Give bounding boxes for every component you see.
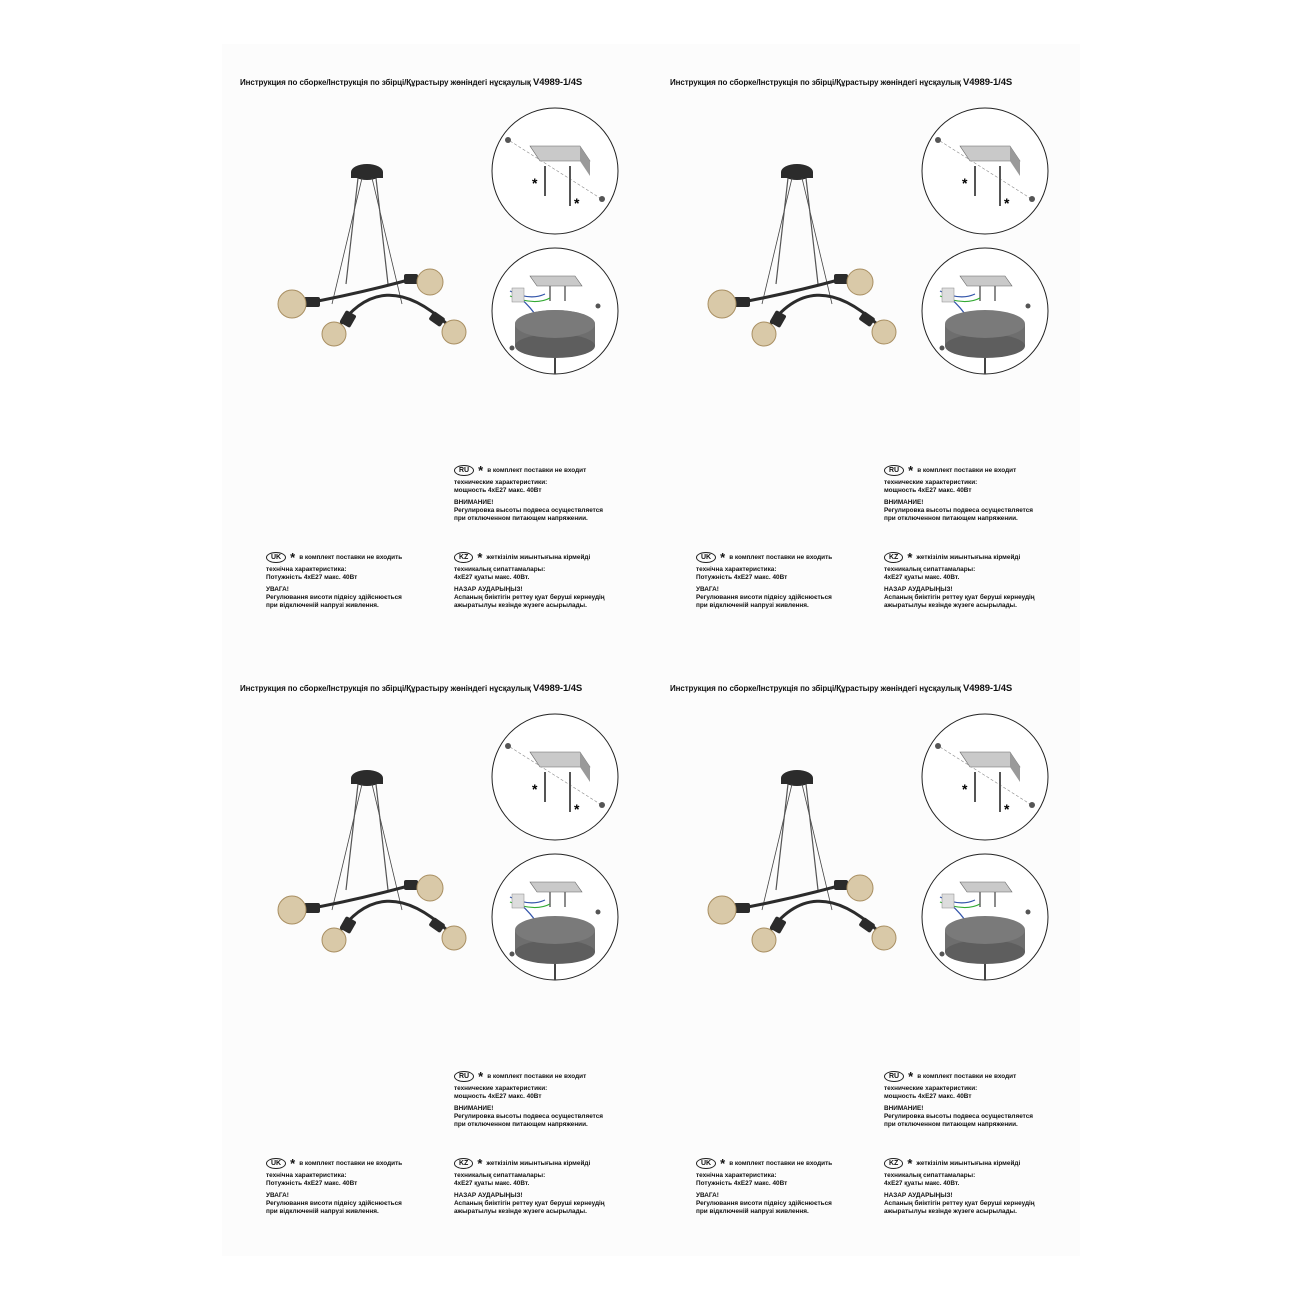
- warning-line-1: Регулювання висоти підвісу здійснюється: [696, 594, 832, 601]
- kz-section: [454, 1158, 644, 1216]
- kz-section: [884, 552, 1074, 610]
- warning-line-1: Аспаның биіктігін реттеу қуат беруші кернеудің: [454, 1200, 605, 1207]
- not-included-note: жеткізілім жиынтығына кірмейді: [916, 1159, 1021, 1167]
- specs-label: технічна характеристика:: [696, 1172, 777, 1179]
- not-included-note: жеткізілім жиынтығына кірмейді: [916, 553, 1021, 561]
- warning-line-2: ажыратылуы кезінде жүзеге асырылады.: [884, 1208, 1017, 1215]
- mounting-bracket-diagram: [920, 712, 1050, 842]
- specs-label: технические характеристики:: [454, 1085, 548, 1092]
- ru-section: [454, 465, 644, 523]
- instruction-title: [240, 77, 582, 88]
- ru-section: [884, 465, 1074, 523]
- instruction-panel-4: [652, 650, 1082, 1256]
- asterisk-icon: *: [720, 1156, 726, 1171]
- instruction-title: [670, 77, 1012, 88]
- warning-line-2: при отключенном питающем напряжении.: [884, 1121, 1018, 1128]
- warning-line-1: Аспаның биіктігін реттеу қуат беруші кернеудің: [454, 594, 605, 601]
- warning-title: ВНИМАНИЕ!: [884, 499, 924, 506]
- ru-language-badge: RU: [454, 465, 474, 476]
- asterisk-icon: *: [290, 1156, 296, 1171]
- model-number: V4989-1/4S: [962, 77, 1013, 88]
- asterisk-icon: *: [478, 463, 484, 478]
- specs-value: Потужність 4хЕ27 макс. 40Вт: [266, 1180, 358, 1187]
- uk-language-badge: UK: [696, 1158, 716, 1169]
- warning-line-1: Регулировка высоты подвеса осуществляется: [454, 1113, 604, 1120]
- kz-language-badge: KZ: [884, 1158, 903, 1169]
- specs-label: технічна характеристика:: [266, 566, 347, 573]
- asterisk-icon: *: [907, 1156, 913, 1171]
- svg-text:*: *: [1004, 195, 1010, 211]
- warning-title: УВАГА!: [266, 1192, 289, 1199]
- wiring-canopy-diagram: [490, 852, 620, 982]
- uk-language-badge: UK: [696, 552, 716, 563]
- uk-section: [696, 552, 871, 610]
- asterisk-icon: *: [908, 1069, 914, 1084]
- warning-line-1: Аспаның биіктігін реттеу қуат беруші кернеудің: [884, 594, 1035, 601]
- asterisk-icon: *: [477, 550, 483, 565]
- specs-label: технические характеристики:: [884, 1085, 978, 1092]
- not-included-note: в комплект поставки не входит: [917, 1072, 1017, 1080]
- specs-value: Потужність 4хЕ27 макс. 40Вт: [696, 1180, 788, 1187]
- asterisk-icon: *: [477, 1156, 483, 1171]
- warning-line-1: Регулювання висоти підвісу здійснюється: [266, 594, 402, 601]
- warning-line-1: Аспаның биіктігін реттеу қуат беруші кернеудің: [884, 1200, 1035, 1207]
- title-text: Инструкция по сборке/Інструкція по збірці/Құрастыру жөніндегі нұсқаулық: [670, 78, 961, 87]
- kz-language-badge: KZ: [454, 552, 473, 563]
- not-included-note: в комплект поставки не входит: [487, 1072, 587, 1080]
- specs-value: 4хЕ27 қуаты макс. 40Вт.: [884, 1180, 960, 1187]
- svg-text:*: *: [1004, 801, 1010, 817]
- kz-language-badge: KZ: [884, 552, 903, 563]
- specs-label: техникалық сипаттамалары:: [454, 1172, 546, 1179]
- warning-line-2: при відключеній напрузі живлення.: [696, 1208, 809, 1215]
- warning-line-2: при відключеній напрузі живлення.: [696, 602, 809, 609]
- warning-title: УВАГА!: [696, 586, 719, 593]
- svg-text:*: *: [532, 781, 538, 797]
- svg-text:*: *: [532, 175, 538, 191]
- svg-text:*: *: [962, 175, 968, 191]
- title-text: Инструкция по сборке/Інструкція по збірці/Құрастыру жөніндегі нұсқаулық: [240, 78, 531, 87]
- warning-title: УВАГА!: [696, 1192, 719, 1199]
- svg-text:*: *: [574, 801, 580, 817]
- mounting-bracket-diagram: [490, 106, 620, 236]
- not-included-note: в комплект поставки не входить: [299, 1159, 403, 1167]
- warning-line-2: при отключенном питающем напряжении.: [454, 1121, 588, 1128]
- title-text: Инструкция по сборке/Інструкція по збірці/Құрастыру жөніндегі нұсқаулық: [670, 684, 961, 693]
- chandelier-illustration: [262, 154, 472, 364]
- instruction-title: [240, 683, 582, 694]
- ru-section: [454, 1071, 644, 1129]
- wiring-canopy-diagram: [920, 852, 1050, 982]
- warning-line-1: Регулировка высоты подвеса осуществляется: [884, 1113, 1034, 1120]
- title-text: Инструкция по сборке/Інструкція по збірці/Құрастыру жөніндегі нұсқаулық: [240, 684, 531, 693]
- kz-section: [884, 1158, 1074, 1216]
- uk-section: [266, 552, 441, 610]
- warning-line-2: при отключенном питающем напряжении.: [884, 515, 1018, 522]
- uk-language-badge: UK: [266, 552, 286, 563]
- specs-value: мощность 4хЕ27 макс. 40Вт: [884, 1093, 972, 1100]
- asterisk-icon: *: [478, 1069, 484, 1084]
- not-included-note: в комплект поставки не входить: [729, 1159, 833, 1167]
- chandelier-illustration: [262, 760, 472, 970]
- asterisk-icon: *: [720, 550, 726, 565]
- svg-text:*: *: [574, 195, 580, 211]
- asterisk-icon: *: [907, 550, 913, 565]
- not-included-note: в комплект поставки не входит: [487, 466, 587, 474]
- warning-line-2: при відключеній напрузі живлення.: [266, 602, 379, 609]
- uk-section: [266, 1158, 441, 1216]
- kz-section: [454, 552, 644, 610]
- warning-title: НАЗАР АУДАРЫҢЫЗ!: [454, 586, 523, 593]
- warning-title: УВАГА!: [266, 586, 289, 593]
- warning-line-2: ажыратылуы кезінде жүзеге асырылады.: [454, 602, 587, 609]
- warning-line-2: ажыратылуы кезінде жүзеге асырылады.: [454, 1208, 587, 1215]
- asterisk-icon: *: [908, 463, 914, 478]
- specs-value: мощность 4хЕ27 макс. 40Вт: [884, 487, 972, 494]
- instruction-panel-3: [222, 650, 652, 1256]
- specs-label: технічна характеристика:: [266, 1172, 347, 1179]
- instruction-title: [670, 683, 1012, 694]
- specs-value: Потужність 4хЕ27 макс. 40Вт: [266, 574, 358, 581]
- model-number: V4989-1/4S: [962, 683, 1013, 694]
- asterisk-icon: *: [290, 550, 296, 565]
- ru-language-badge: RU: [454, 1071, 474, 1082]
- warning-title: ВНИМАНИЕ!: [454, 499, 494, 506]
- warning-title: НАЗАР АУДАРЫҢЫЗ!: [884, 586, 953, 593]
- mounting-bracket-diagram: [490, 712, 620, 842]
- warning-title: ВНИМАНИЕ!: [454, 1105, 494, 1112]
- warning-line-1: Регулировка высоты подвеса осуществляется: [884, 507, 1034, 514]
- specs-label: техникалық сипаттамалары:: [454, 566, 546, 573]
- specs-value: Потужність 4хЕ27 макс. 40Вт: [696, 574, 788, 581]
- not-included-note: в комплект поставки не входить: [299, 553, 403, 561]
- chandelier-illustration: [692, 760, 902, 970]
- specs-label: технические характеристики:: [884, 479, 978, 486]
- model-number: V4989-1/4S: [532, 683, 583, 694]
- instruction-sheet: [222, 44, 1080, 1256]
- instruction-panel-2: [652, 44, 1082, 650]
- not-included-note: жеткізілім жиынтығына кірмейді: [486, 553, 591, 561]
- warning-line-1: Регулювання висоти підвісу здійснюється: [266, 1200, 402, 1207]
- svg-text:*: *: [962, 781, 968, 797]
- warning-line-2: при відключеній напрузі живлення.: [266, 1208, 379, 1215]
- model-number: V4989-1/4S: [532, 77, 583, 88]
- specs-value: мощность 4хЕ27 макс. 40Вт: [454, 487, 542, 494]
- specs-label: технические характеристики:: [454, 479, 548, 486]
- not-included-note: жеткізілім жиынтығына кірмейді: [486, 1159, 591, 1167]
- ru-section: [884, 1071, 1074, 1129]
- mounting-bracket-diagram: [920, 106, 1050, 236]
- wiring-canopy-diagram: [920, 246, 1050, 376]
- ru-language-badge: RU: [884, 1071, 904, 1082]
- specs-label: технічна характеристика:: [696, 566, 777, 573]
- specs-value: 4хЕ27 қуаты макс. 40Вт.: [454, 574, 530, 581]
- warning-line-1: Регулювання висоти підвісу здійснюється: [696, 1200, 832, 1207]
- instruction-panel-1: [222, 44, 652, 650]
- warning-title: НАЗАР АУДАРЫҢЫЗ!: [884, 1192, 953, 1199]
- ru-language-badge: RU: [884, 465, 904, 476]
- warning-line-2: ажыратылуы кезінде жүзеге асырылады.: [884, 602, 1017, 609]
- specs-label: техникалық сипаттамалары:: [884, 1172, 976, 1179]
- warning-title: НАЗАР АУДАРЫҢЫЗ!: [454, 1192, 523, 1199]
- uk-section: [696, 1158, 871, 1216]
- wiring-canopy-diagram: [490, 246, 620, 376]
- specs-value: 4хЕ27 қуаты макс. 40Вт.: [884, 574, 960, 581]
- kz-language-badge: KZ: [454, 1158, 473, 1169]
- uk-language-badge: UK: [266, 1158, 286, 1169]
- not-included-note: в комплект поставки не входит: [917, 466, 1017, 474]
- not-included-note: в комплект поставки не входить: [729, 553, 833, 561]
- specs-value: мощность 4хЕ27 макс. 40Вт: [454, 1093, 542, 1100]
- specs-label: техникалық сипаттамалары:: [884, 566, 976, 573]
- specs-value: 4хЕ27 қуаты макс. 40Вт.: [454, 1180, 530, 1187]
- warning-line-2: при отключенном питающем напряжении.: [454, 515, 588, 522]
- chandelier-illustration: [692, 154, 902, 364]
- warning-title: ВНИМАНИЕ!: [884, 1105, 924, 1112]
- warning-line-1: Регулировка высоты подвеса осуществляется: [454, 507, 604, 514]
